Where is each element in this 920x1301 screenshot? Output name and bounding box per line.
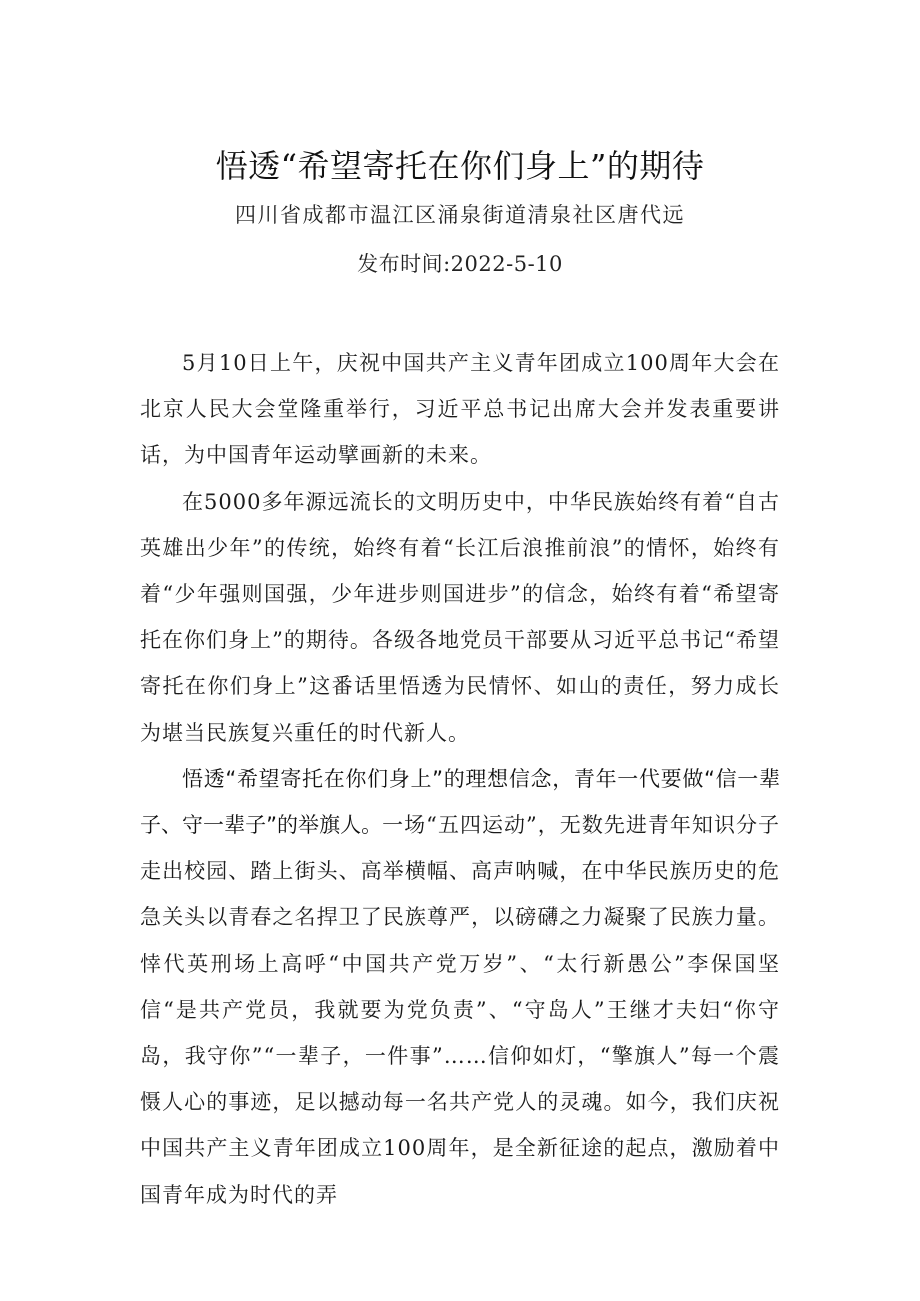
publish-date: 发布时间:2022-5-10 (357, 252, 563, 276)
paragraph (140, 756, 780, 1218)
paragraph-text: 在5000多年源远流长的文明历史中，中华民族始终有着“自古英雄出少年”的传统，始终有着“长江后浪推前浪”的情怀，始终有着“少年强则国强，少年进步则国进步”的信念，始终有着“希望寄托在你们身上”的期待。各级各地党员干部要从习近平总书记“希望寄托在你们身上”这番话里悟透为民情怀、如山的责任，努力成长为堪当民族复兴重任的时代新人。 (140, 489, 780, 745)
article-author: 四川省成都市温江区涌泉街道清泉社区唐代远 (235, 203, 685, 227)
paragraph (140, 479, 780, 756)
article-body (140, 340, 780, 1218)
paragraph-text: 一场“五四运动”，无数先进青年知识分子走出校园、踏上街头、高举横幅、高声呐喊，在中华民族历史的危急关头以青春之名捍卫了民族尊严，以磅礴之力凝聚了民族力量。悻代英刑场上高呼“中国共产党万岁”、“太行新愚公”李保国坚信“是共产党员，我就要为党负责”、“守岛人”王继才夫妇“你守岛，我守你”“一辈子，一件事”……信仰如灯，“擎旗人”每一个震慑人心的事迹，足以撼动每一名共产党人的灵魂。如今，我们庆祝中国共产主义青年团成立100周年，是全新征途的起点，激励着中国青年成为时代的弄 (140, 813, 780, 1207)
article-title: 悟透“希望寄托在你们身上”的期待 (215, 147, 705, 185)
paragraph-text: 5月10日上午，庆祝中国共产主义青年团成立100周年大会在北京人民大会堂隆重举行，习近平总书记出席大会并发表重要讲话，为中国青年运动擘画新的未来。 (140, 351, 780, 468)
paragraph-lead-sentence: 悟透“希望寄托在你们身上”的理想信念，青年一代要做“信一辈子、守一辈子”的举旗人。 (140, 766, 780, 838)
paragraph (140, 340, 780, 479)
